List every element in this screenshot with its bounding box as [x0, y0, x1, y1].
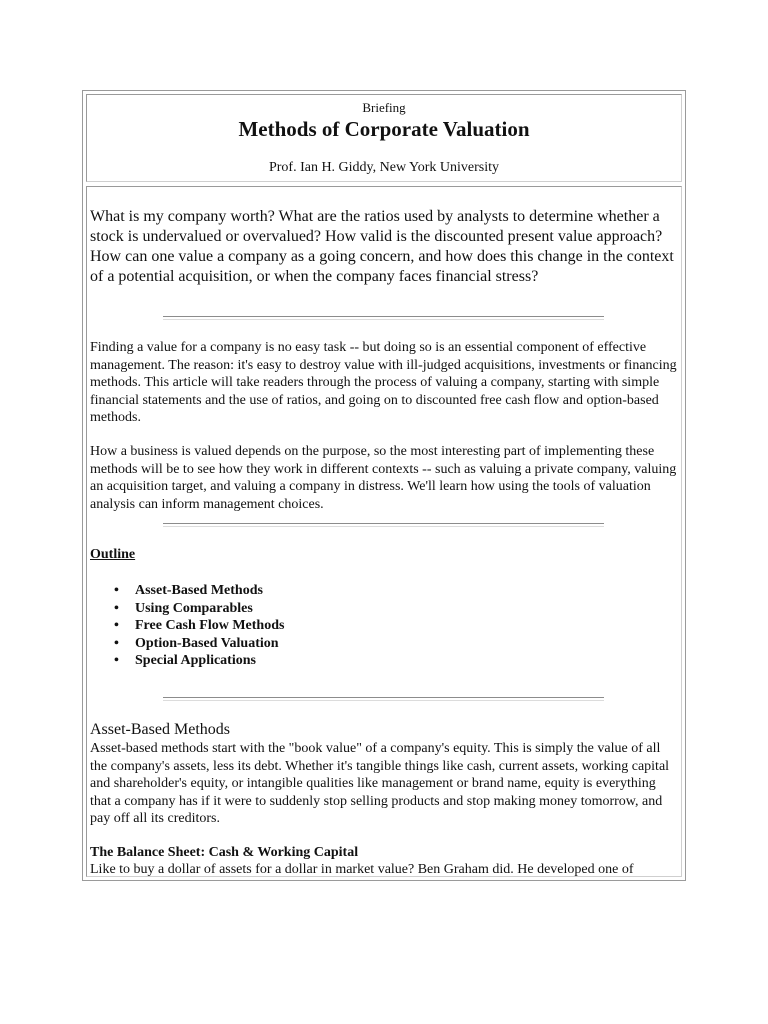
outline-item-free-cash-flow-methods: • Free Cash Flow Methods [114, 618, 285, 633]
bullet-icon: • [114, 618, 119, 633]
outline-list [90, 582, 680, 670]
outline-item-using-comparables: • Using Comparables [114, 600, 253, 616]
outline-item-asset-based-methods: • Asset-Based Methods [114, 583, 263, 598]
author-byline: Prof. Ian H. Giddy, New York University [268, 160, 500, 175]
page-title: Methods of Corporate Valuation [238, 117, 530, 141]
header-box [86, 94, 682, 182]
divider-3 [163, 697, 604, 701]
divider-1 [163, 316, 604, 320]
intro-paragraph: What is my company worth? What are the ratios used by analysts to determine whether a stock is undervalued or overvalued? How valid is the discounted present value approach? How can one value a company as a going concern, and how does this change in the context of a potential acquisition, or when the company faces financial stress? [90, 208, 674, 285]
bullet-icon: • [114, 653, 119, 668]
section-heading-asset-based-methods: Asset-Based Methods [90, 721, 230, 738]
bullet-icon: • [114, 600, 119, 616]
outline-item-option-based-valuation: • Option-Based Valuation [114, 635, 279, 651]
subsection-heading: The Balance Sheet: Cash & Working Capital [90, 845, 359, 860]
subsection-paragraph: Like to buy a dollar of assets for a dollar in market value? Ben Graham did. He developed one of [90, 862, 634, 877]
bullet-icon: • [114, 635, 119, 651]
bullet-icon: • [114, 583, 119, 598]
body-paragraph-1: Finding a value for a company is no easy task -- but doing so is an essential component of effective management. The reason: it's easy to destroy value with ill-judged acquisitions, investments or financing methods. This article will take readers through the process of valuing a company, starting with simple financial statements and the use of ratios, and going on to discounted free cash flow and option-based methods. [90, 340, 677, 425]
section-paragraph: Asset-based methods start with the "book value" of a company's equity. This is simply the value of all the company's assets, less its debt. Whether it's tangible things like cash, current assets, working capital and shareholder's equity, or intangible qualities like management or brand name, equity is everything that a company has if it were to suddenly stop selling products and stop making money tomorrow, and pay off all its creditors. [90, 741, 670, 826]
divider-2 [163, 523, 604, 527]
body-paragraph-2: How a business is valued depends on the purpose, so the most interesting part of implementing these methods will be to see how they work in different contexts -- such as valuing a private company, valuing an acquisition target, and valuing a company in distress. We'll learn how using the tools of valuation analysis can inform management choices. [90, 444, 677, 512]
outline-item-special-applications: • Special Applications [114, 653, 256, 668]
briefing-kicker: Briefing [362, 100, 406, 115]
outline-heading: Outline [90, 547, 136, 562]
